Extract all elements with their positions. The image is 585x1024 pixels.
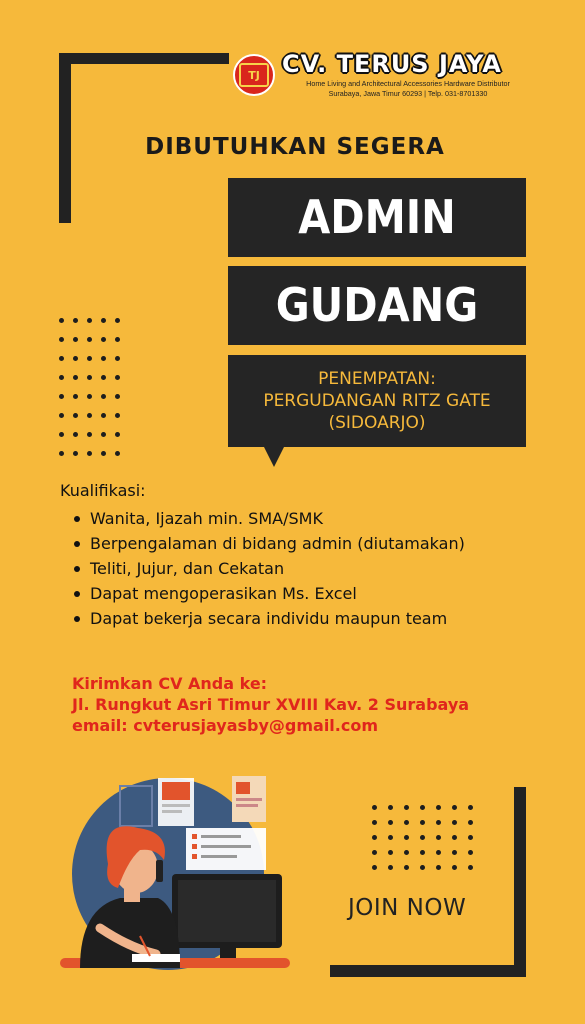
position-title-line-1: ADMIN [228,178,526,257]
headline: DIBUTUHKAN SEGERA [145,134,445,160]
placement-line-2: (SIDOARJO) [328,413,426,433]
placement-label: PENEMPATAN: [318,369,436,389]
qualification-item: Berpengalaman di bidang admin (diutamakan) [74,531,465,556]
join-now-cta[interactable]: JOIN NOW [348,895,467,921]
company-name: CV. TERUS JAYA [282,50,502,78]
qualification-item: Wanita, Ijazah min. SMA/SMK [74,506,465,531]
frame-right-bar [514,787,526,977]
tagline-line-1: Home Living and Architectural Accessories Hardware Distributor [306,79,510,88]
speech-bubble-tail [264,447,284,467]
office-worker-illustration [60,768,300,980]
qualifications-title: Kualifikasi: [60,481,146,500]
dot-pattern-right [372,805,473,870]
company-tagline [278,79,538,99]
company-logo-icon [233,54,275,96]
logo-text: TJ [239,63,269,87]
contact-address: Jl. Rungkut Asri Timur XVIII Kav. 2 Surabaya [72,695,470,714]
placement-box [228,355,526,447]
contact-email[interactable]: email: cvterusjayasby@gmail.com [72,716,379,735]
placement-line-1: PERGUDANGAN RITZ GATE [263,391,491,411]
contact-lead: Kirimkan CV Anda ke: [72,674,268,693]
position-title-line-2: GUDANG [228,266,526,345]
qualification-item: Dapat mengoperasikan Ms. Excel [74,581,465,606]
qualification-item: Teliti, Jujur, dan Cekatan [74,556,465,581]
frame-bottom-bar [330,965,526,977]
qualification-item: Dapat bekerja secara individu maupun team [74,606,465,631]
dot-pattern-left [59,318,120,456]
frame-top-bar [59,53,229,64]
tagline-line-2: Surabaya, Jawa Timur 60293 | Telp. 031-8701330 [328,89,488,98]
qualifications-list [74,506,465,631]
